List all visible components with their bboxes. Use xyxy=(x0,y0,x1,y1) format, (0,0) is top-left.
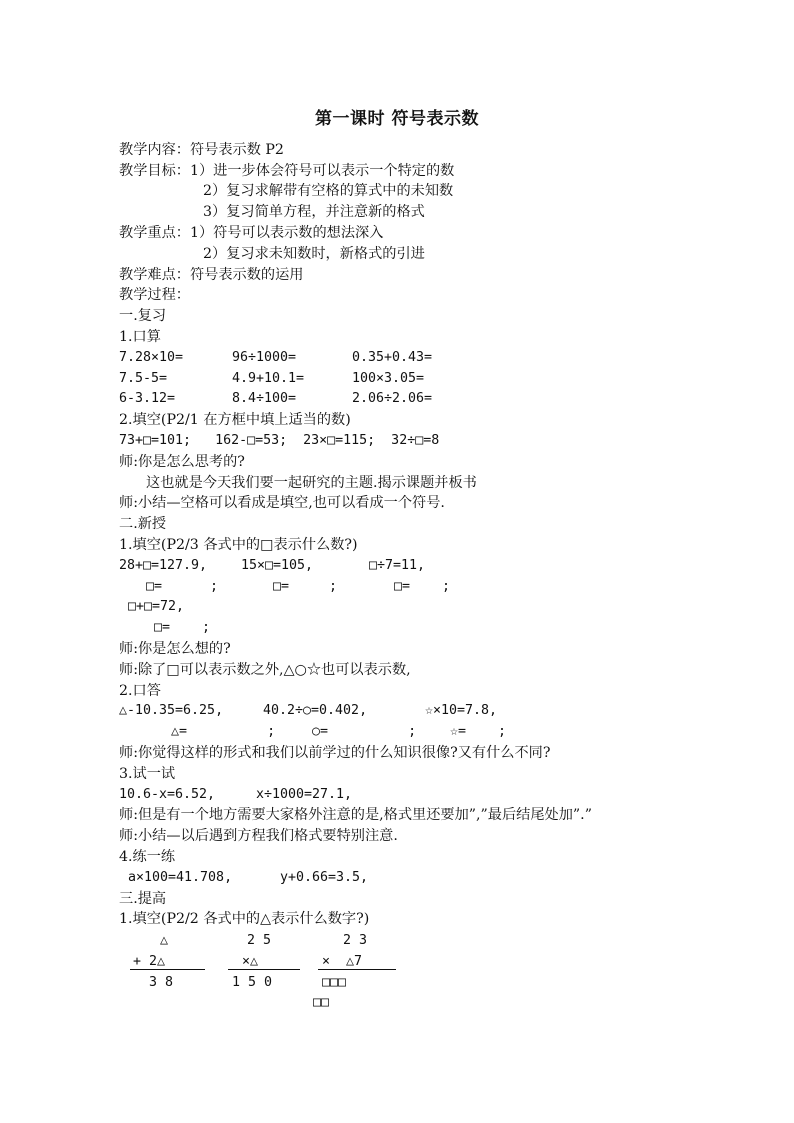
question-fill-square: 1.填空(P2/3 各式中的□表示什么数?) xyxy=(119,537,358,553)
vertical-operand: + 2△ xyxy=(133,954,166,969)
teacher-line: 这也就是今天我们要一起研究的主题.揭示课题并板书 xyxy=(146,475,477,491)
difficulty-point: 教学难点：符号表示数的运用 xyxy=(119,267,304,283)
question-try: 3.试一试 xyxy=(119,766,176,782)
section-heading-new: 二.新授 xyxy=(119,516,167,532)
question-practice: 4.练一练 xyxy=(119,849,176,865)
equation: a×100=41.708, xyxy=(128,870,233,885)
vertical-operand: × △7 xyxy=(322,954,363,969)
answer-slot: □= ; xyxy=(146,579,219,594)
teacher-line: 师:小结—以后遇到方程我们格式要特别注意. xyxy=(119,828,398,844)
equation: 28+□=127.9, xyxy=(119,558,208,573)
teacher-line: 师:你是怎么思考的? xyxy=(119,454,245,470)
teaching-goal-3: 3）复习简单方程，并注意新的格式 xyxy=(203,204,425,220)
answer-slot: ○= ; xyxy=(312,724,417,739)
vertical-result: 1 5 0 xyxy=(232,975,273,990)
teacher-line: 师:但是有一个地方需要大家格外注意的是,格式里还要加”,”最后结尾处加”.” xyxy=(119,807,592,823)
question-oral-answer: 2.口答 xyxy=(119,683,161,699)
equation: ☆×10=7.8, xyxy=(425,703,498,718)
calc-item: 7.5-5= xyxy=(119,371,168,386)
equation: x÷1000=27.1, xyxy=(256,787,353,802)
answer-slot: □= ; xyxy=(154,620,211,635)
key-point-1: 教学重点：1）符号可以表示数的想法深入 xyxy=(119,225,384,241)
vertical-operand: ×△ xyxy=(242,954,259,969)
vertical-partial-product: □□□ xyxy=(322,975,347,990)
question-fill-triangle: 1.填空(P2/2 各式中的△表示什么数字?) xyxy=(119,911,370,927)
page-title: 第一课时 符号表示数 xyxy=(315,109,479,129)
calc-item: 0.35+0.43= xyxy=(352,350,433,365)
vertical-partial-product: □□ xyxy=(313,995,330,1010)
key-point-2: 2）复习求未知数时，新格式的引进 xyxy=(203,246,425,262)
answer-slot: □= ; xyxy=(273,579,338,594)
calc-item: 96÷1000= xyxy=(232,350,297,365)
answer-slot: △= ; xyxy=(171,724,276,739)
calc-item: 6-3.12= xyxy=(119,391,176,406)
question-fill-blank: 2.填空(P2/1 在方框中填上适当的数) xyxy=(119,412,351,428)
fill-blank-row: 73+□=101; 162-□=53; 23×□=115; 32÷□=8 xyxy=(119,433,440,448)
teacher-line: 师:小结—空格可以看成是填空,也可以看成一个符号. xyxy=(119,495,445,511)
equation: □÷7=11, xyxy=(369,558,426,573)
calc-item: 2.06÷2.06= xyxy=(352,391,433,406)
teacher-line: 师:除了□可以表示数之外,△○☆也可以表示数, xyxy=(119,662,411,678)
answer-slot: ☆= ; xyxy=(450,724,507,739)
vertical-underline xyxy=(318,969,396,970)
question-oral-calc: 1.口算 xyxy=(119,329,161,345)
equation: □+□=72, xyxy=(128,599,185,614)
vertical-multiplicand: 2 3 xyxy=(343,933,368,948)
teacher-line: 师:你觉得这样的形式和我们以前学过的什么知识很像?又有什么不同? xyxy=(119,745,551,761)
teaching-content: 教学内容：符号表示数 P2 xyxy=(119,142,284,158)
equation: 10.6-x=6.52, xyxy=(119,787,216,802)
answer-slot: □= ; xyxy=(394,579,451,594)
calc-item: 100×3.05= xyxy=(352,371,425,386)
vertical-addend: △ xyxy=(160,933,169,948)
process-label: 教学过程： xyxy=(119,287,190,303)
teacher-line: 师:你是怎么想的? xyxy=(119,641,231,657)
calc-item: 7.28×10= xyxy=(119,350,184,365)
equation: y+0.66=3.5, xyxy=(280,870,369,885)
teaching-goal-2: 2）复习求解带有空格的算式中的未知数 xyxy=(203,183,454,199)
calc-item: 4.9+10.1= xyxy=(232,371,305,386)
vertical-underline xyxy=(130,969,205,970)
calc-item: 8.4÷100= xyxy=(232,391,297,406)
vertical-result: 3 8 xyxy=(149,975,174,990)
equation: 15×□=105, xyxy=(241,558,314,573)
equation: 40.2÷○=0.402, xyxy=(263,703,368,718)
vertical-multiplicand: 2 5 xyxy=(247,933,272,948)
section-heading-review: 一.复习 xyxy=(119,308,167,324)
vertical-underline xyxy=(228,969,300,970)
section-heading-advance: 三.提高 xyxy=(119,891,167,907)
equation: △-10.35=6.25, xyxy=(119,703,224,718)
teaching-goal-1: 教学目标：1）进一步体会符号可以表示一个特定的数 xyxy=(119,163,455,179)
